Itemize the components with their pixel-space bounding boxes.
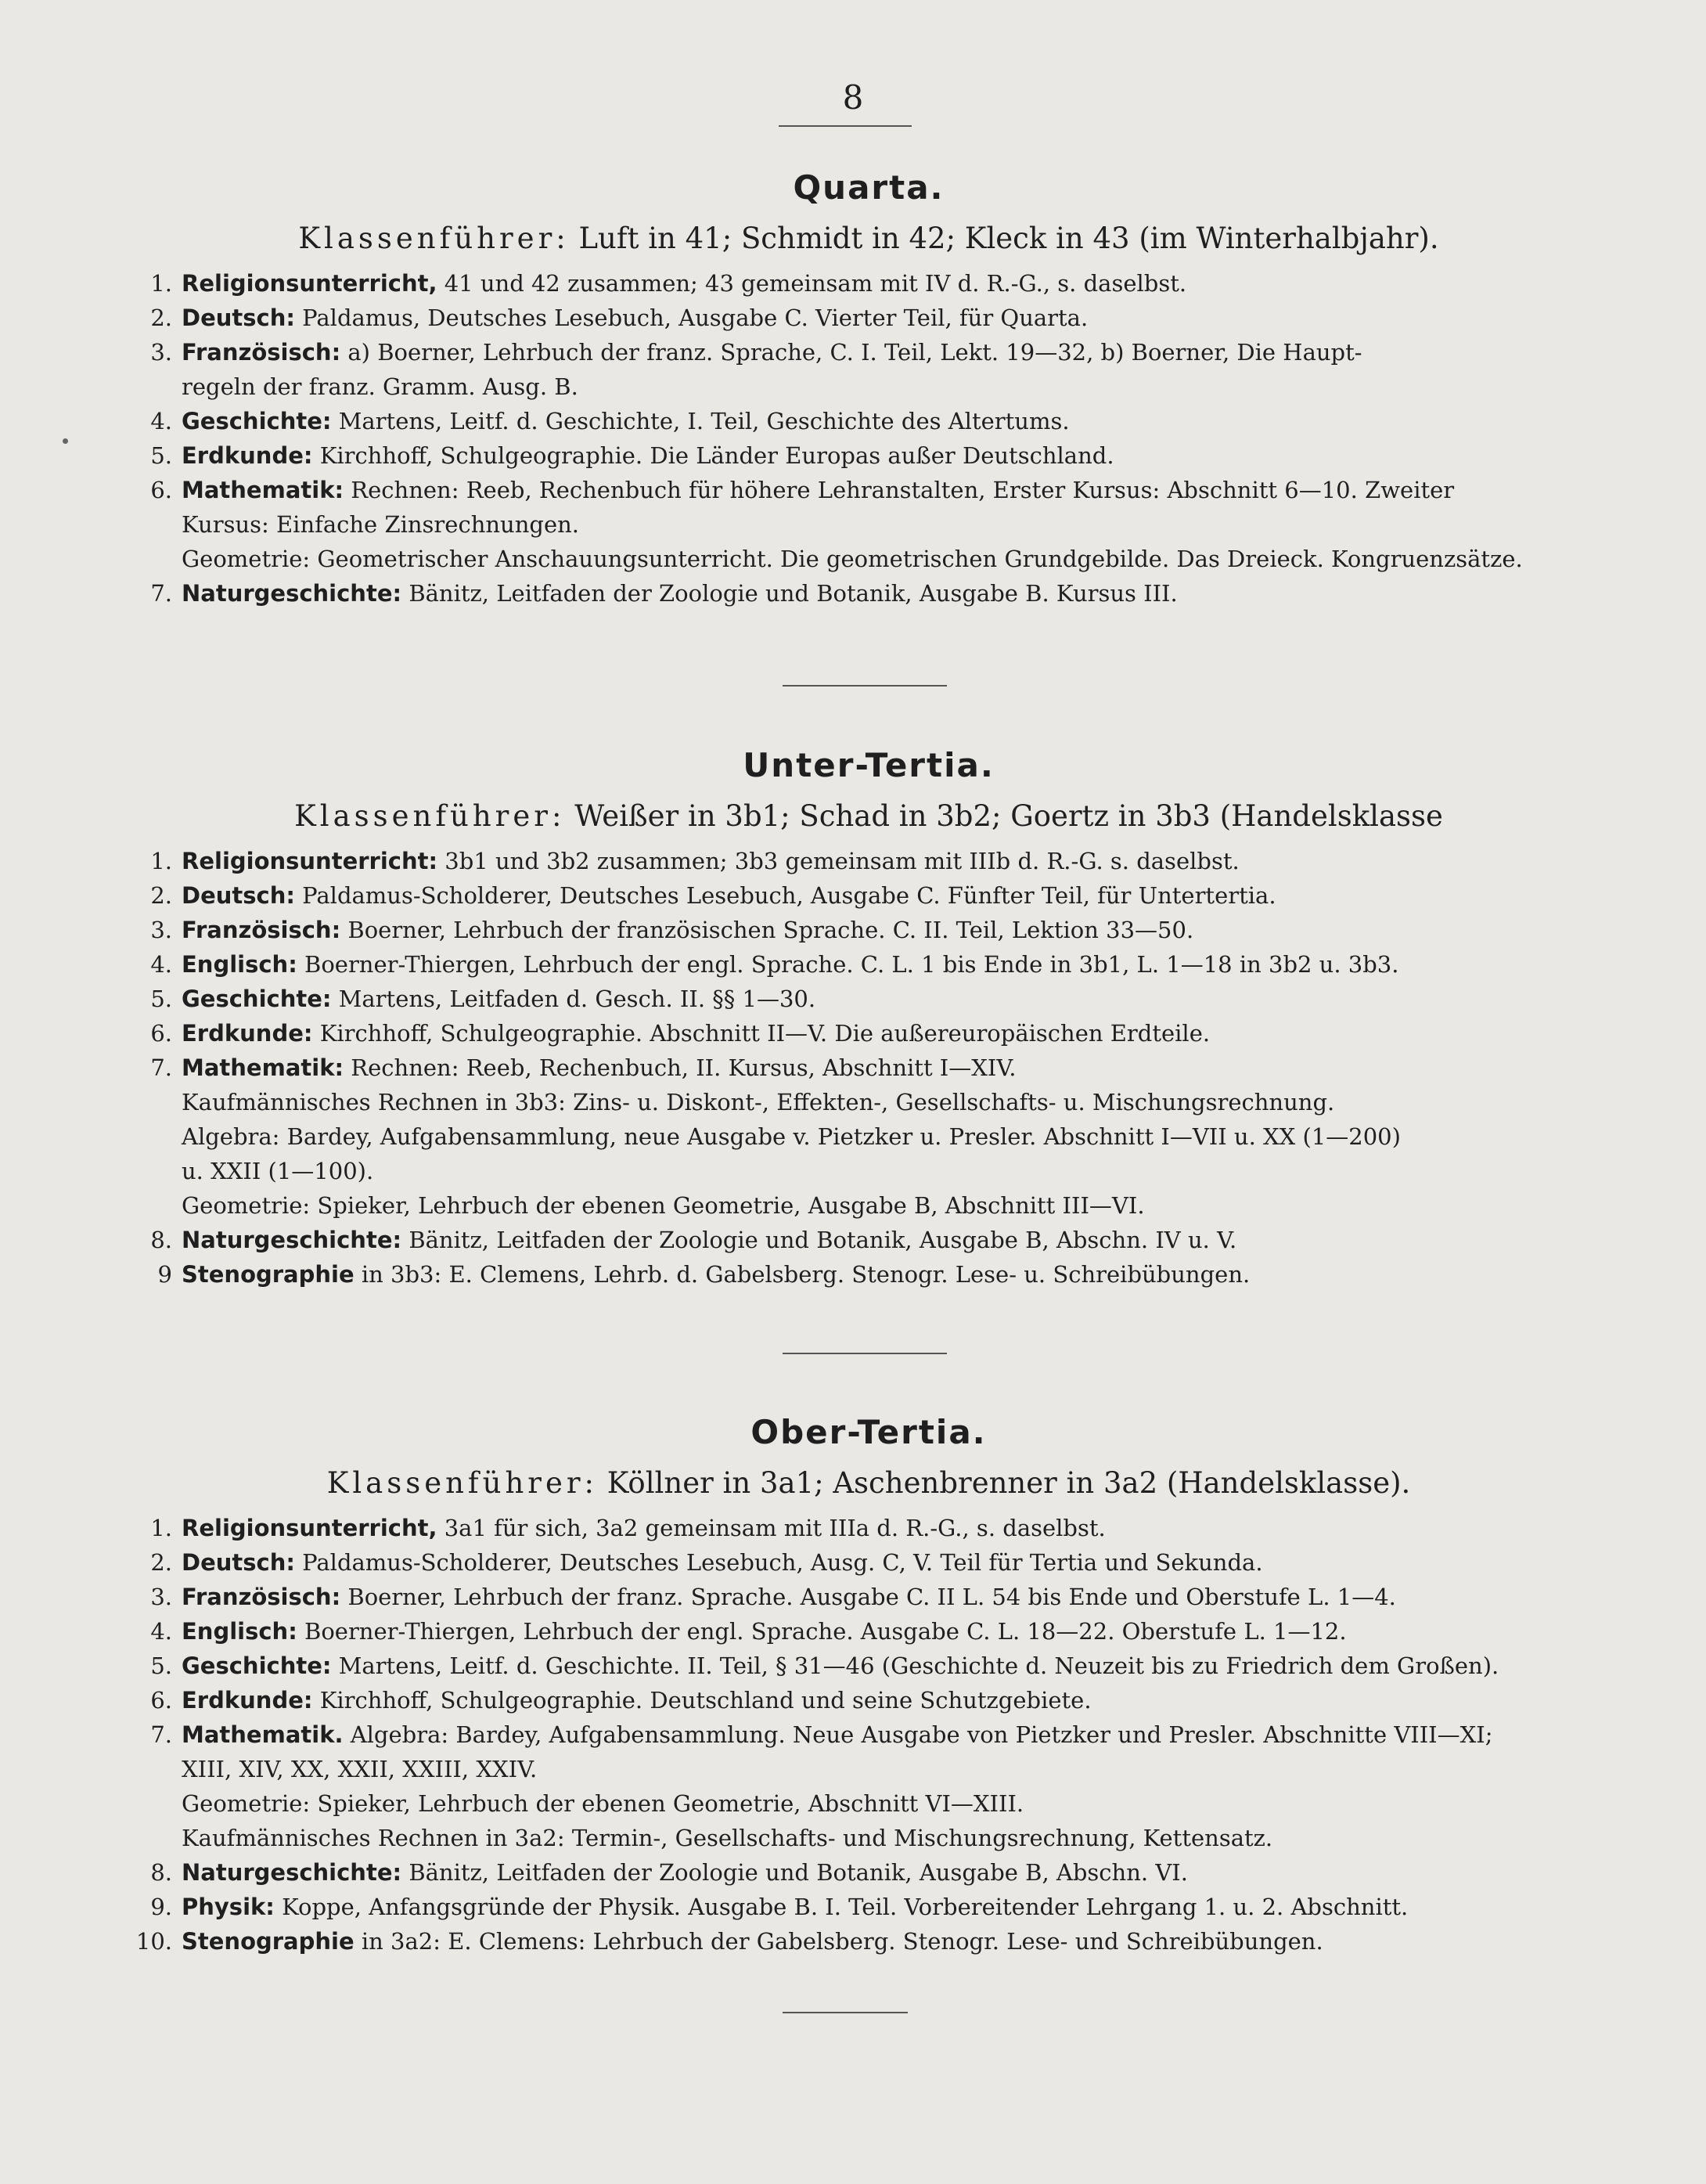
item-subject: Stenographie xyxy=(182,1261,355,1288)
item-subject: Religionsunterricht, xyxy=(182,1515,437,1541)
item-subject: Französisch: xyxy=(182,339,341,366)
section-ober-tertia xyxy=(133,1409,1604,1959)
class-leaders-text: Luft in 41; Schmidt in 42; Kleck in 43 (im Winterhalbjahr). xyxy=(578,222,1439,255)
list-item xyxy=(133,576,1604,611)
item-text: Martens, Leitf. d. Geschichte, I. Teil, Geschichte des Altertums. xyxy=(338,408,1070,434)
list-item xyxy=(133,1614,1604,1649)
item-text: 3a1 für sich, 3a2 gemeinsam mit IIIa d. R.-G., s. daselbst. xyxy=(444,1515,1106,1541)
list-item xyxy=(133,878,1604,913)
item-text: Kursus: Einfache Zinsrechnungen. xyxy=(182,511,580,538)
item-number: 5. xyxy=(150,442,172,469)
list-item xyxy=(133,1580,1604,1614)
item-text: Bänitz, Leitfaden der Zoologie und Botanik, Ausgabe B, Abschn. VI. xyxy=(409,1859,1188,1886)
item-subject: Englisch: xyxy=(182,1618,297,1645)
item-subject: Französisch: xyxy=(182,917,341,943)
list-item xyxy=(133,913,1604,947)
item-number: 2. xyxy=(150,1549,172,1576)
item-text: 3b1 und 3b2 zusammen; 3b3 gemeinsam mit IIIb d. R.-G. s. daselbst. xyxy=(444,848,1240,874)
item-number: 9. xyxy=(150,1894,172,1920)
section-divider xyxy=(783,2012,908,2013)
item-number: 6. xyxy=(150,1020,172,1047)
page-number: 8 xyxy=(842,78,864,117)
item-subject: Deutsch: xyxy=(182,882,295,909)
item-text: Kaufmännisches Rechnen in 3a2: Termin-, Gesellschafts- und Mischungsrechnung, Kettensatz. xyxy=(182,1825,1273,1851)
item-text: Geometrie: Spieker, Lehrbuch der ebenen Geometrie, Abschnitt VI—XIII. xyxy=(182,1790,1024,1817)
class-leaders-label: Klassenführer: xyxy=(294,799,566,833)
class-leaders-text: Weißer in 3b1; Schad in 3b2; Goertz in 3b3 (Handelsklasse xyxy=(574,799,1443,833)
list-item xyxy=(133,438,1604,473)
section-unter-tertia xyxy=(133,742,1604,1292)
item-number: 3. xyxy=(150,339,172,366)
item-text: in 3b3: E. Clemens, Lehrb. d. Gabelsberg. Stenogr. Lese- u. Schreibübungen. xyxy=(361,1261,1251,1288)
item-subject: Naturgeschichte: xyxy=(182,1859,402,1886)
item-subject: Englisch: xyxy=(182,951,297,978)
item-number: 4. xyxy=(150,1618,172,1645)
item-number: 1. xyxy=(150,270,172,297)
item-text: Boerner-Thiergen, Lehrbuch der engl. Sprache. C. L. 1 bis Ende in 3b1, L. 1—18 in 3b2 u. 3b3. xyxy=(304,951,1399,978)
list-item xyxy=(133,947,1604,982)
item-number: 5. xyxy=(150,986,172,1012)
item-text: Boerner, Lehrbuch der französischen Sprache. C. II. Teil, Lektion 33—50. xyxy=(347,917,1194,943)
item-subject: Erdkunde: xyxy=(182,442,313,469)
item-number: 1. xyxy=(150,848,172,874)
item-subject: Deutsch: xyxy=(182,305,295,331)
list-item xyxy=(133,844,1604,878)
item-text: a) Boerner, Lehrbuch der franz. Sprache, C. I. Teil, Lekt. 19—32, b) Boerner, Die Haupt- xyxy=(347,339,1362,366)
item-subject: Mathematik. xyxy=(182,1721,344,1748)
list-item xyxy=(133,1890,1604,1924)
class-leaders xyxy=(133,1456,1604,1511)
section-title: Unter-Tertia. xyxy=(743,746,995,784)
item-text: Algebra: Bardey, Aufgabensammlung, neue Ausgabe v. Pietzker u. Presler. Abschnitt I—VII u. XX (1—200) xyxy=(182,1123,1401,1150)
list-item xyxy=(133,301,1604,335)
item-number: 2. xyxy=(150,305,172,331)
item-text: Rechnen: Reeb, Rechenbuch, II. Kursus, Abschnitt I—XIV. xyxy=(351,1054,1017,1081)
class-leaders xyxy=(133,211,1604,266)
item-subject: Deutsch: xyxy=(182,1549,295,1576)
item-text: Bänitz, Leitfaden der Zoologie und Botanik, Ausgabe B, Abschn. IV u. V. xyxy=(409,1227,1237,1253)
list-item xyxy=(133,1683,1604,1717)
list-item xyxy=(133,982,1604,1016)
item-number: 6. xyxy=(150,477,172,503)
speck-dot xyxy=(63,438,68,444)
list-item xyxy=(133,335,1604,404)
item-text: Martens, Leitfaden d. Gesch. II. §§ 1—30. xyxy=(338,986,816,1012)
list-item xyxy=(133,1855,1604,1890)
item-number: 7. xyxy=(150,580,172,607)
item-number: 4. xyxy=(150,408,172,434)
class-leaders xyxy=(133,789,1604,844)
item-number: 2. xyxy=(150,882,172,909)
item-subject: Erdkunde: xyxy=(182,1687,313,1714)
item-subject: Mathematik: xyxy=(182,477,344,503)
item-subject: Naturgeschichte: xyxy=(182,580,402,607)
list-item xyxy=(133,1649,1604,1683)
list-item xyxy=(133,1016,1604,1051)
item-number: 7. xyxy=(150,1054,172,1081)
item-subject: Physik: xyxy=(182,1894,275,1920)
list-item xyxy=(133,1223,1604,1257)
section-title: Quarta. xyxy=(793,168,945,207)
list-item xyxy=(133,1511,1604,1545)
item-subject: Religionsunterricht, xyxy=(182,270,437,297)
class-leaders-text: Köllner in 3a1; Aschenbrenner in 3a2 (Handelsklasse). xyxy=(606,1466,1411,1500)
item-text: Paldamus, Deutsches Lesebuch, Ausgabe C. Vierter Teil, für Quarta. xyxy=(302,305,1089,331)
item-subject: Stenographie xyxy=(182,1928,355,1955)
item-number: 5. xyxy=(150,1652,172,1679)
item-text: Algebra: Bardey, Aufgabensammlung. Neue Ausgabe von Pietzker und Presler. Abschnitte VIII—XI; xyxy=(350,1721,1493,1748)
item-number: 4. xyxy=(150,951,172,978)
class-leaders-label: Klassenführer: xyxy=(326,1466,599,1500)
item-text: Kaufmännisches Rechnen in 3b3: Zins- u. Diskont-, Effekten-, Gesellschafts- u. Mischungsrechnung. xyxy=(182,1089,1335,1115)
list-item xyxy=(133,1545,1604,1580)
item-text: u. XXII (1—100). xyxy=(182,1158,374,1184)
item-number: 8. xyxy=(150,1859,172,1886)
item-subject: Mathematik: xyxy=(182,1054,344,1081)
item-number: 3. xyxy=(150,1584,172,1610)
item-text: XIII, XIV, XX, XXII, XXIII, XXIV. xyxy=(182,1756,538,1782)
item-text: Koppe, Anfangsgründe der Physik. Ausgabe B. I. Teil. Vorbereitender Lehrgang 1. u. 2. Abschnitt. xyxy=(282,1894,1409,1920)
page-number-rule xyxy=(779,125,912,127)
item-subject: Naturgeschichte: xyxy=(182,1227,402,1253)
item-text: Bänitz, Leitfaden der Zoologie und Botanik, Ausgabe B. Kursus III. xyxy=(409,580,1178,607)
item-text: regeln der franz. Gramm. Ausg. B. xyxy=(182,373,578,400)
item-text: Paldamus-Scholderer, Deutsches Lesebuch, Ausgabe C. Fünfter Teil, für Untertertia. xyxy=(302,882,1276,909)
item-text: Geometrie: Spieker, Lehrbuch der ebenen Geometrie, Ausgabe B, Abschnitt III—VI. xyxy=(182,1192,1145,1219)
item-number: 7. xyxy=(150,1721,172,1748)
item-text: 41 und 42 zusammen; 43 gemeinsam mit IV d. R.-G., s. daselbst. xyxy=(444,270,1187,297)
item-text: Paldamus-Scholderer, Deutsches Lesebuch, Ausg. C, V. Teil für Tertia und Sekunda. xyxy=(302,1549,1263,1576)
item-subject: Religionsunterricht: xyxy=(182,848,438,874)
list-item xyxy=(133,473,1604,576)
list-item xyxy=(133,1924,1604,1959)
list-item xyxy=(133,1717,1604,1855)
subject-list xyxy=(133,844,1604,1292)
item-subject: Geschichte: xyxy=(182,986,332,1012)
item-number: 10. xyxy=(135,1928,172,1955)
class-leaders-label: Klassenführer: xyxy=(298,222,570,255)
list-item xyxy=(133,1051,1604,1223)
item-text: Kirchhoff, Schulgeographie. Deutschland und seine Schutzgebiete. xyxy=(319,1687,1092,1714)
item-text: Boerner-Thiergen, Lehrbuch der engl. Sprache. Ausgabe C. L. 18—22. Oberstufe L. 1—12. xyxy=(304,1618,1347,1645)
section-divider xyxy=(783,685,947,687)
item-subject: Geschichte: xyxy=(182,1652,332,1679)
item-number: 9 xyxy=(157,1261,172,1288)
subject-list xyxy=(133,1511,1604,1959)
list-item xyxy=(133,266,1604,301)
item-text: Geometrie: Geometrischer Anschauungsunterricht. Die geometrischen Grundgebilde. Das Dreieck. Kongruenzsätze. xyxy=(182,546,1523,572)
item-subject: Erdkunde: xyxy=(182,1020,313,1047)
item-number: 8. xyxy=(150,1227,172,1253)
list-item xyxy=(133,404,1604,438)
item-number: 3. xyxy=(150,917,172,943)
item-text: Kirchhoff, Schulgeographie. Die Länder Europas außer Deutschland. xyxy=(319,442,1114,469)
item-text: Rechnen: Reeb, Rechenbuch für höhere Lehranstalten, Erster Kursus: Abschnitt 6—10. Zweiter xyxy=(351,477,1455,503)
item-subject: Geschichte: xyxy=(182,408,332,434)
section-quarta xyxy=(133,164,1604,611)
section-title: Ober-Tertia. xyxy=(750,1413,987,1451)
item-number: 1. xyxy=(150,1515,172,1541)
item-number: 6. xyxy=(150,1687,172,1714)
list-item xyxy=(133,1257,1604,1292)
item-subject: Französisch: xyxy=(182,1584,341,1610)
item-text: Boerner, Lehrbuch der franz. Sprache. Ausgabe C. II L. 54 bis Ende und Oberstufe L. 1—4. xyxy=(347,1584,1396,1610)
item-text: Martens, Leitf. d. Geschichte. II. Teil, § 31—46 (Geschichte d. Neuzeit bis zu Friedrich dem Großen). xyxy=(338,1652,1499,1679)
section-divider xyxy=(783,1353,947,1354)
item-text: in 3a2: E. Clemens: Lehrbuch der Gabelsberg. Stenogr. Lese- und Schreibübungen. xyxy=(361,1928,1323,1955)
subject-list xyxy=(133,266,1604,611)
item-text: Kirchhoff, Schulgeographie. Abschnitt II—V. Die außereuropäischen Erdteile. xyxy=(319,1020,1211,1047)
